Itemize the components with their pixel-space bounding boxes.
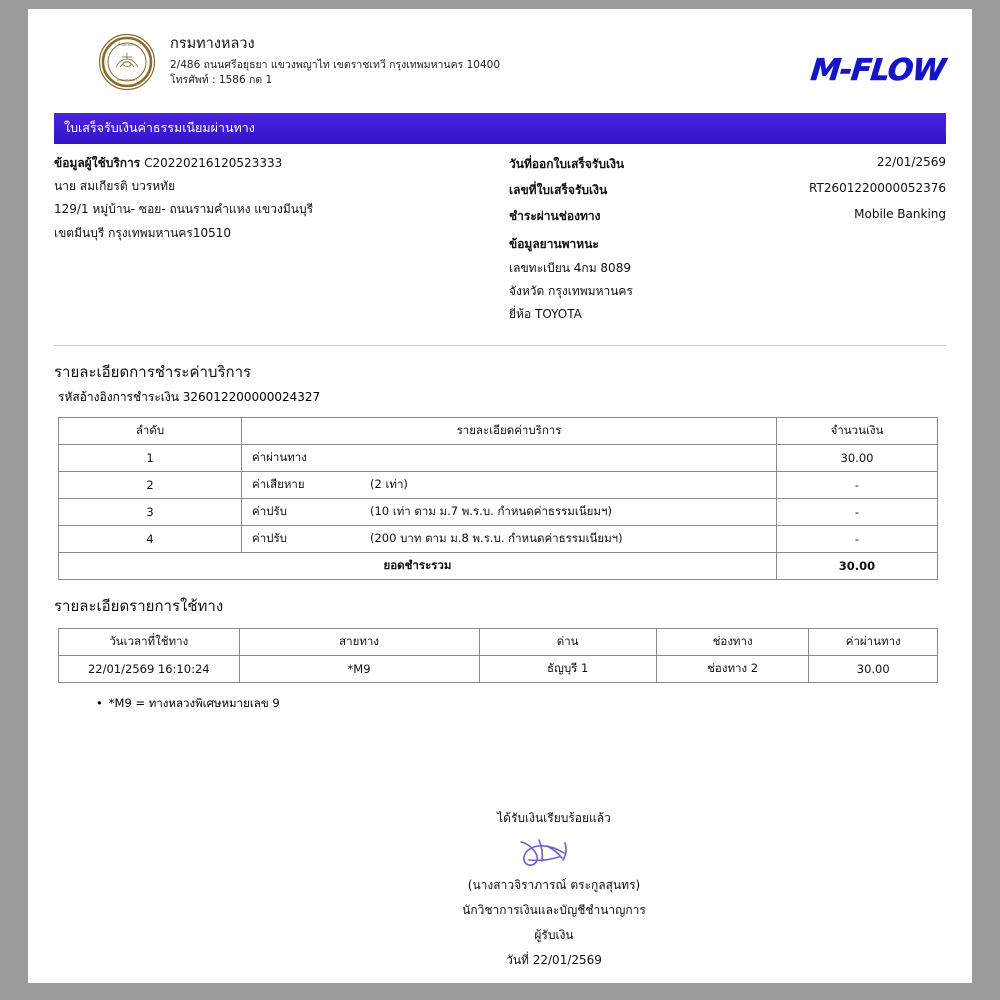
usage-row-datetime: 22/01/2569 16:10:24: [59, 656, 240, 683]
vehicle-province-row: [509, 282, 946, 301]
receipt-number-label: เลขที่ใบเสร็จรับเงิน: [509, 183, 608, 197]
table-row: [59, 472, 938, 499]
fee-total-label: ยอดชำระรวม: [59, 553, 777, 580]
receipt-number-row: [509, 181, 946, 200]
fee-row-desc-detail: (2 เท่า): [370, 477, 408, 491]
customer-info: [54, 155, 509, 328]
fee-row-desc-detail: (200 บาท ตาม ม.8 พ.ร.บ. กำหนดค่าธรรมเนียมฯ): [370, 531, 623, 545]
payment-channel-row: [509, 207, 946, 226]
received-text: ได้รับเงินเรียบร้อยแล้ว: [497, 811, 611, 825]
customer-name: นาย สมเกียรติ บวรหทัย: [54, 179, 176, 194]
table-row: [59, 499, 938, 526]
fee-table: [58, 417, 938, 580]
vehicle-info-title: ข้อมูลยานพาหนะ: [509, 237, 599, 251]
table-row: [59, 526, 938, 553]
receipt-number-value: RT2601220000052376: [809, 181, 946, 195]
fee-col-amount: จำนวนเงิน: [777, 418, 938, 445]
usage-footnote-text: *M9 = ทางหลวงพิเศษหมายเลข 9: [108, 696, 280, 710]
vehicle-province-label: จังหวัด: [509, 284, 545, 298]
vehicle-plate-row: [509, 259, 946, 278]
customer-address-line-1: 129/1 หมู่บ้าน- ซอย- ถนนรามคำแหง แขวงมีนบุรี: [54, 202, 314, 217]
svg-text:กรมทางหลวง: กรมทางหลวง: [118, 43, 136, 47]
usage-table: [58, 628, 938, 683]
info-section: [54, 155, 946, 328]
usage-col-datetime: วันเวลาที่ใช้ทาง: [59, 629, 240, 656]
fee-row-desc-label: ค่าปรับ: [252, 531, 287, 545]
fee-row-amount: -: [777, 472, 938, 499]
payment-reference-value: 326012200000024327: [182, 390, 321, 404]
fee-col-desc: รายละเอียดค่าบริการ: [242, 418, 777, 445]
organization-block: [170, 31, 811, 88]
fee-row-desc: [242, 526, 777, 553]
document-header: [54, 31, 946, 103]
fee-row-desc: [242, 472, 777, 499]
payment-channel-value: Mobile Banking: [854, 207, 946, 221]
signature-block: [224, 809, 884, 970]
fee-row-no: 2: [59, 472, 242, 499]
fee-total-value: 30.00: [777, 553, 938, 580]
usage-table-header-row: [59, 629, 938, 656]
fee-table-header-row: [59, 418, 938, 445]
payment-channel-label: ชำระผ่านช่องทาง: [509, 209, 601, 223]
fee-row-amount: 30.00: [777, 445, 938, 472]
customer-address-line-2: เขตมีนบุรี กรุงเทพมหานคร10510: [54, 225, 231, 240]
fee-col-no: ลำดับ: [59, 418, 242, 445]
usage-col-route: สายทาง: [239, 629, 479, 656]
payment-reference-label: รหัสอ้างอิงการชำระเงิน: [58, 390, 179, 404]
usage-row-lane: ช่องทาง 2: [656, 656, 809, 683]
signer-position: นักวิชาการเงินและบัญชีชำนาญการ: [462, 903, 646, 917]
vehicle-plate-label: เลขทะเบียน: [509, 261, 570, 275]
usage-row-gate: ธัญบุรี 1: [479, 656, 656, 683]
fee-row-desc-detail: (10 เท่า ตาม ม.7 พ.ร.บ. กำหนดค่าธรรมเนียมฯ): [370, 504, 612, 518]
signature-date: วันที่ 22/01/2569: [506, 953, 602, 967]
usage-footnote: [96, 695, 946, 713]
fee-total-row: [59, 553, 938, 580]
signer-role: ผู้รับเงิน: [534, 928, 574, 942]
table-row: [59, 656, 938, 683]
receipt-meta: [509, 155, 946, 328]
receipt-date-value: 22/01/2569: [876, 155, 946, 169]
organization-name: กรมทางหลวง: [170, 36, 255, 52]
receipt-date-row: [509, 155, 946, 174]
fee-row-desc-label: ค่าผ่านทาง: [252, 450, 307, 464]
usage-col-fee: ค่าผ่านทาง: [809, 629, 938, 656]
receipt-title-bar: ใบเสร็จรับเงินค่าธรรมเนียมผ่านทาง: [54, 113, 946, 144]
receipt-body: [54, 31, 946, 976]
customer-id-value: C20220216120523333: [144, 156, 283, 170]
organization-phone: โทรศัพท์ : 1586 กด 1: [170, 74, 273, 87]
vehicle-brand-row: [509, 305, 946, 324]
fee-row-no: 1: [59, 445, 242, 472]
usage-section-heading: รายละเอียดรายการใช้ทาง: [54, 597, 224, 615]
signer-name: (นางสาวจิราภารณ์ ตระกูลสุนทร): [467, 878, 641, 892]
organization-address-line-1: 2/486 ถนนศรีอยุธยา แขวงพญาไท เขตราชเทวี กรุงเทพมหานคร 10400: [170, 59, 501, 71]
fee-row-no: 4: [59, 526, 242, 553]
government-seal-icon: [98, 33, 156, 91]
fee-row-no: 3: [59, 499, 242, 526]
usage-row-fee: 30.00: [809, 656, 938, 683]
svg-text:DEPARTMENT: DEPARTMENT: [116, 78, 138, 82]
receipt-page: [28, 9, 972, 983]
fee-row-amount: -: [777, 499, 938, 526]
vehicle-province-value: กรุงเทพมหานคร: [548, 284, 633, 298]
section-divider: [54, 345, 946, 346]
vehicle-plate-value: 4กม 8089: [573, 261, 631, 275]
mflow-logo: M-FLOW: [808, 53, 946, 88]
receipt-date-label: วันที่ออกใบเสร็จรับเงิน: [509, 157, 625, 171]
bullet-icon: •: [96, 696, 103, 710]
payment-reference: [58, 388, 946, 407]
fee-row-amount: -: [777, 526, 938, 553]
payment-section-heading: รายละเอียดการชำระค่าบริการ: [54, 363, 252, 381]
fee-row-desc: [242, 445, 777, 472]
customer-id-label: ข้อมูลผู้ใช้บริการ: [54, 156, 141, 170]
vehicle-brand-label: ยี่ห้อ: [509, 307, 532, 321]
table-row: [59, 445, 938, 472]
usage-col-gate: ด่าน: [479, 629, 656, 656]
fee-row-desc: [242, 499, 777, 526]
usage-col-lane: ช่องทาง: [656, 629, 809, 656]
usage-row-route: *M9: [239, 656, 479, 683]
fee-row-desc-label: ค่าเสียหาย: [252, 477, 305, 491]
fee-row-desc-label: ค่าปรับ: [252, 504, 287, 518]
vehicle-brand-value: TOYOTA: [534, 307, 582, 321]
handwritten-signature-icon: [224, 834, 884, 874]
